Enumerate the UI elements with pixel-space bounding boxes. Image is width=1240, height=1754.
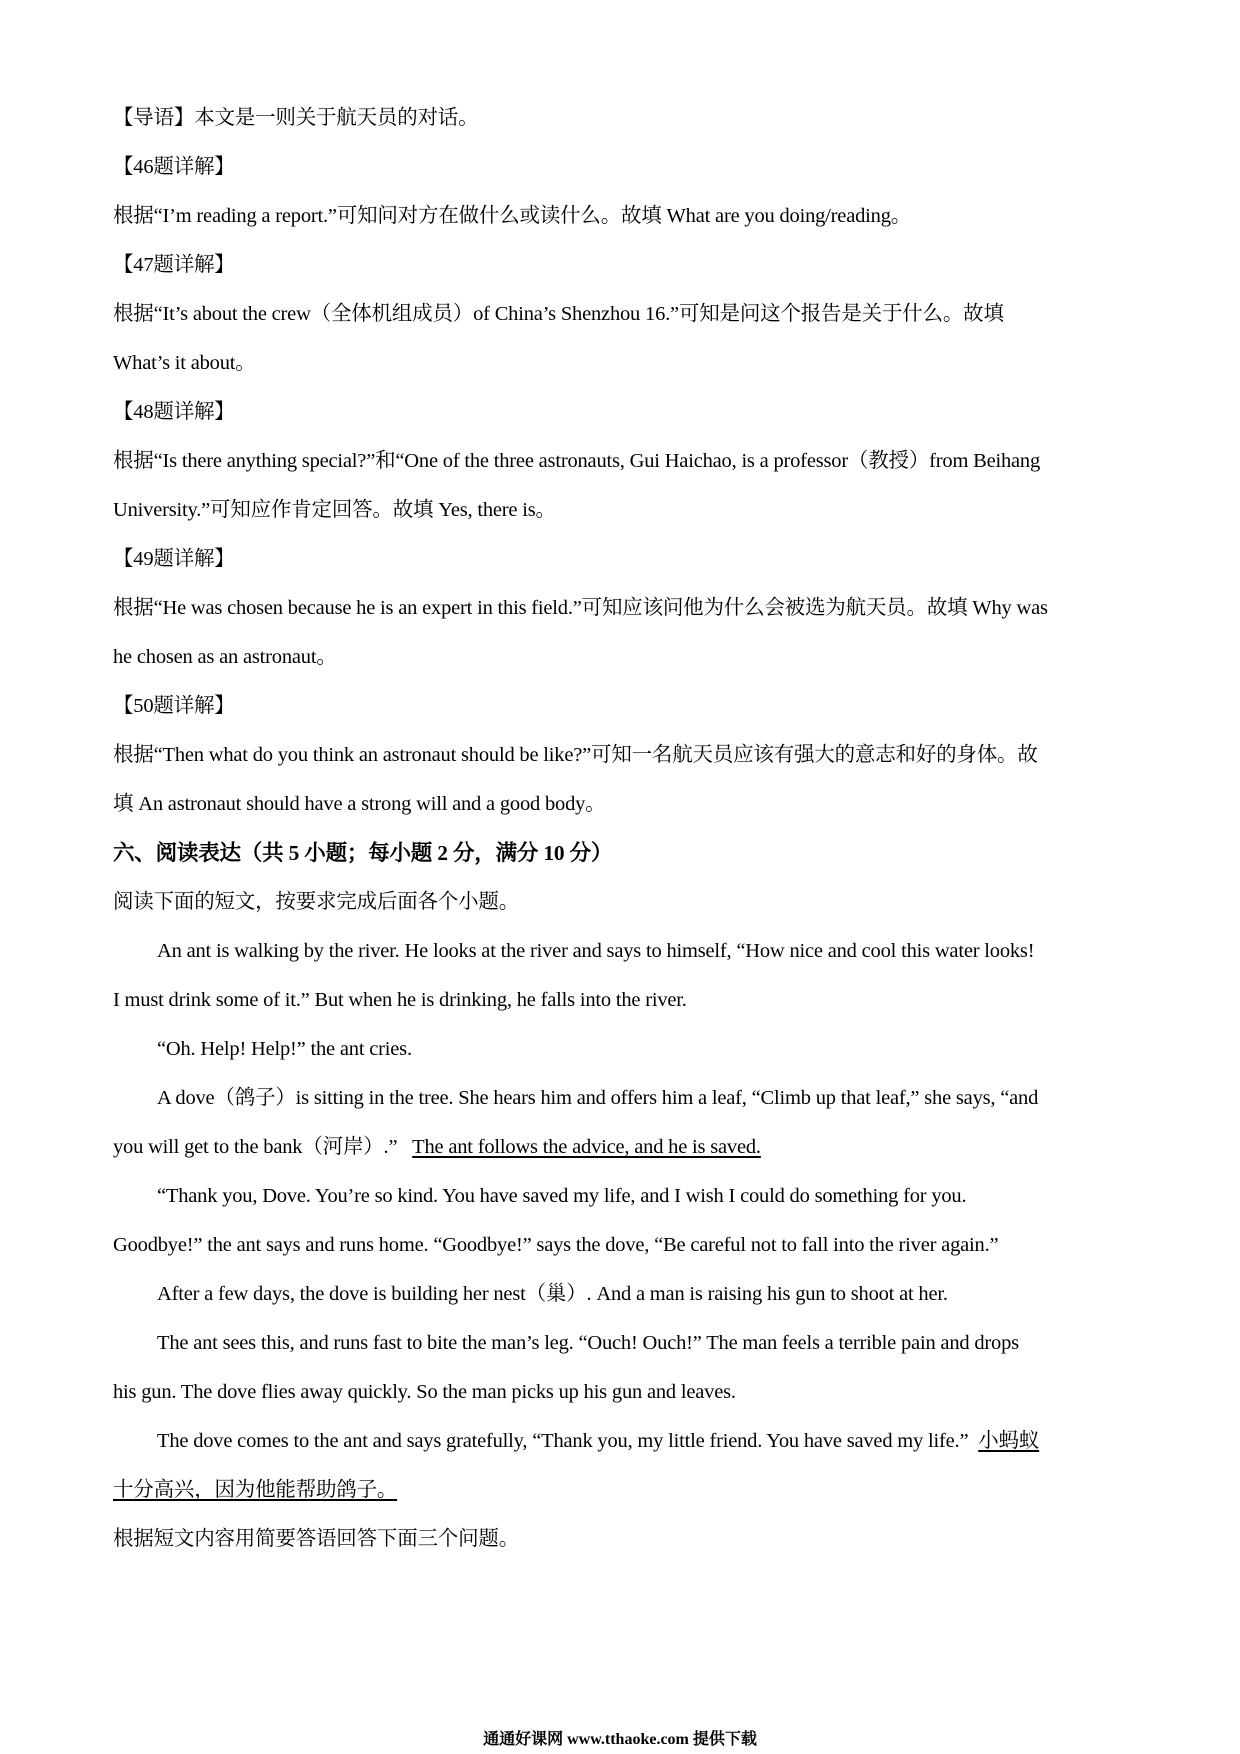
story-paragraph-7-line2: [113, 1466, 1133, 1515]
q47-explanation-line1: 根据“It’s about the crew（全体机组成员）of China’s Shenzhou 16.”可知是问这个报告是关于什么。故填: [113, 303, 1004, 325]
story-p7-text: The dove comes to the ant and says gratefully, “Thank you, my little friend. You have saved my life.”: [157, 1430, 969, 1452]
story-paragraph-1-line2: I must drink some of it.” But when he is drinking, he falls into the river.: [113, 989, 687, 1011]
story-paragraph-2: “Oh. Help! Help!” the ant cries.: [157, 1038, 412, 1060]
q48-title: 【48题详解】: [113, 401, 235, 423]
section-heading: 六、阅读表达（共 5 小题；每小题 2 分，满分 10 分）: [113, 841, 613, 865]
story-paragraph-4-line2: Goodbye!” the ant says and runs home. “Goodbye!” says the dove, “Be careful not to fall into the river again.”: [113, 1234, 999, 1256]
q50-explanation-line1: 根据“Then what do you think an astronaut should be like?”可知一名航天员应该有强大的意志和好的身体。故: [113, 744, 1038, 766]
q49-title: 【49题详解】: [113, 548, 235, 570]
story-paragraph-7-line1: [113, 1417, 1133, 1466]
story-paragraph-6-line2: his gun. The dove flies away quickly. So the man picks up his gun and leaves.: [113, 1381, 736, 1403]
q48-explanation-line2: University.”可知应作肯定回答。故填 Yes, there is。: [113, 499, 556, 521]
q48-explanation-line1: 根据“Is there anything special?”和“One of the three astronauts, Gui Haichao, is a professor（教授）from Beihang: [113, 450, 1041, 472]
story-paragraph-3-line2: [113, 1123, 1133, 1172]
q46-title: 【46题详解】: [113, 156, 235, 178]
intro-text: 【导语】本文是一则关于航天员的对话。: [113, 107, 479, 129]
underlined-sentence: The ant follows the advice, and he is saved.: [412, 1136, 761, 1158]
q47-explanation-line2: What’s it about。: [113, 352, 256, 374]
story-paragraph-6-line1: The ant sees this, and runs fast to bite the man’s leg. “Ouch! Ouch!” The man feels a terrible pain and drops: [157, 1332, 1019, 1354]
underlined-chinese-2: 十分高兴，因为他能帮助鸽子。: [113, 1479, 398, 1501]
q46-explanation: 根据“I’m reading a report.”可知问对方在做什么或读什么。故填 What are you doing/reading。: [113, 205, 912, 227]
q50-title: 【50题详解】: [113, 695, 235, 717]
document-page: [113, 94, 1133, 1564]
story-paragraph-3-line1: A dove（鸽子）is sitting in the tree. She hears him and offers him a leaf, “Climb up that leaf,” she says, “and: [157, 1087, 1039, 1109]
story-paragraph-5: After a few days, the dove is building her nest（巢）. And a man is raising his gun to shoot at her.: [157, 1283, 948, 1305]
story-paragraph-1-line1: An ant is walking by the river. He looks at the river and says to himself, “How nice and cool this water looks!: [157, 940, 1035, 962]
q47-title: 【47题详解】: [113, 254, 235, 276]
q49-explanation-line2: he chosen as an astronaut。: [113, 646, 337, 668]
q50-explanation-line2: 填 An astronaut should have a strong will and a good body。: [113, 793, 606, 815]
underlined-chinese-1: 小蚂蚁: [978, 1430, 1040, 1452]
section-instruction: 阅读下面的短文，按要求完成后面各个小题。: [113, 891, 519, 913]
question-prompt: 根据短文内容用简要答语回答下面三个问题。: [113, 1528, 519, 1550]
q49-explanation-line1: 根据“He was chosen because he is an expert in this field.”可知应该问他为什么会被选为航天员。故填 Why was: [113, 597, 1048, 619]
story-paragraph-4-line1: “Thank you, Dove. You’re so kind. You have saved my life, and I wish I could do something for you.: [157, 1185, 967, 1207]
story-p3-text: you will get to the bank（河岸）.”: [113, 1136, 398, 1158]
footer-watermark: 通通好课网 www.tthaoke.com 提供下载: [483, 1731, 757, 1748]
